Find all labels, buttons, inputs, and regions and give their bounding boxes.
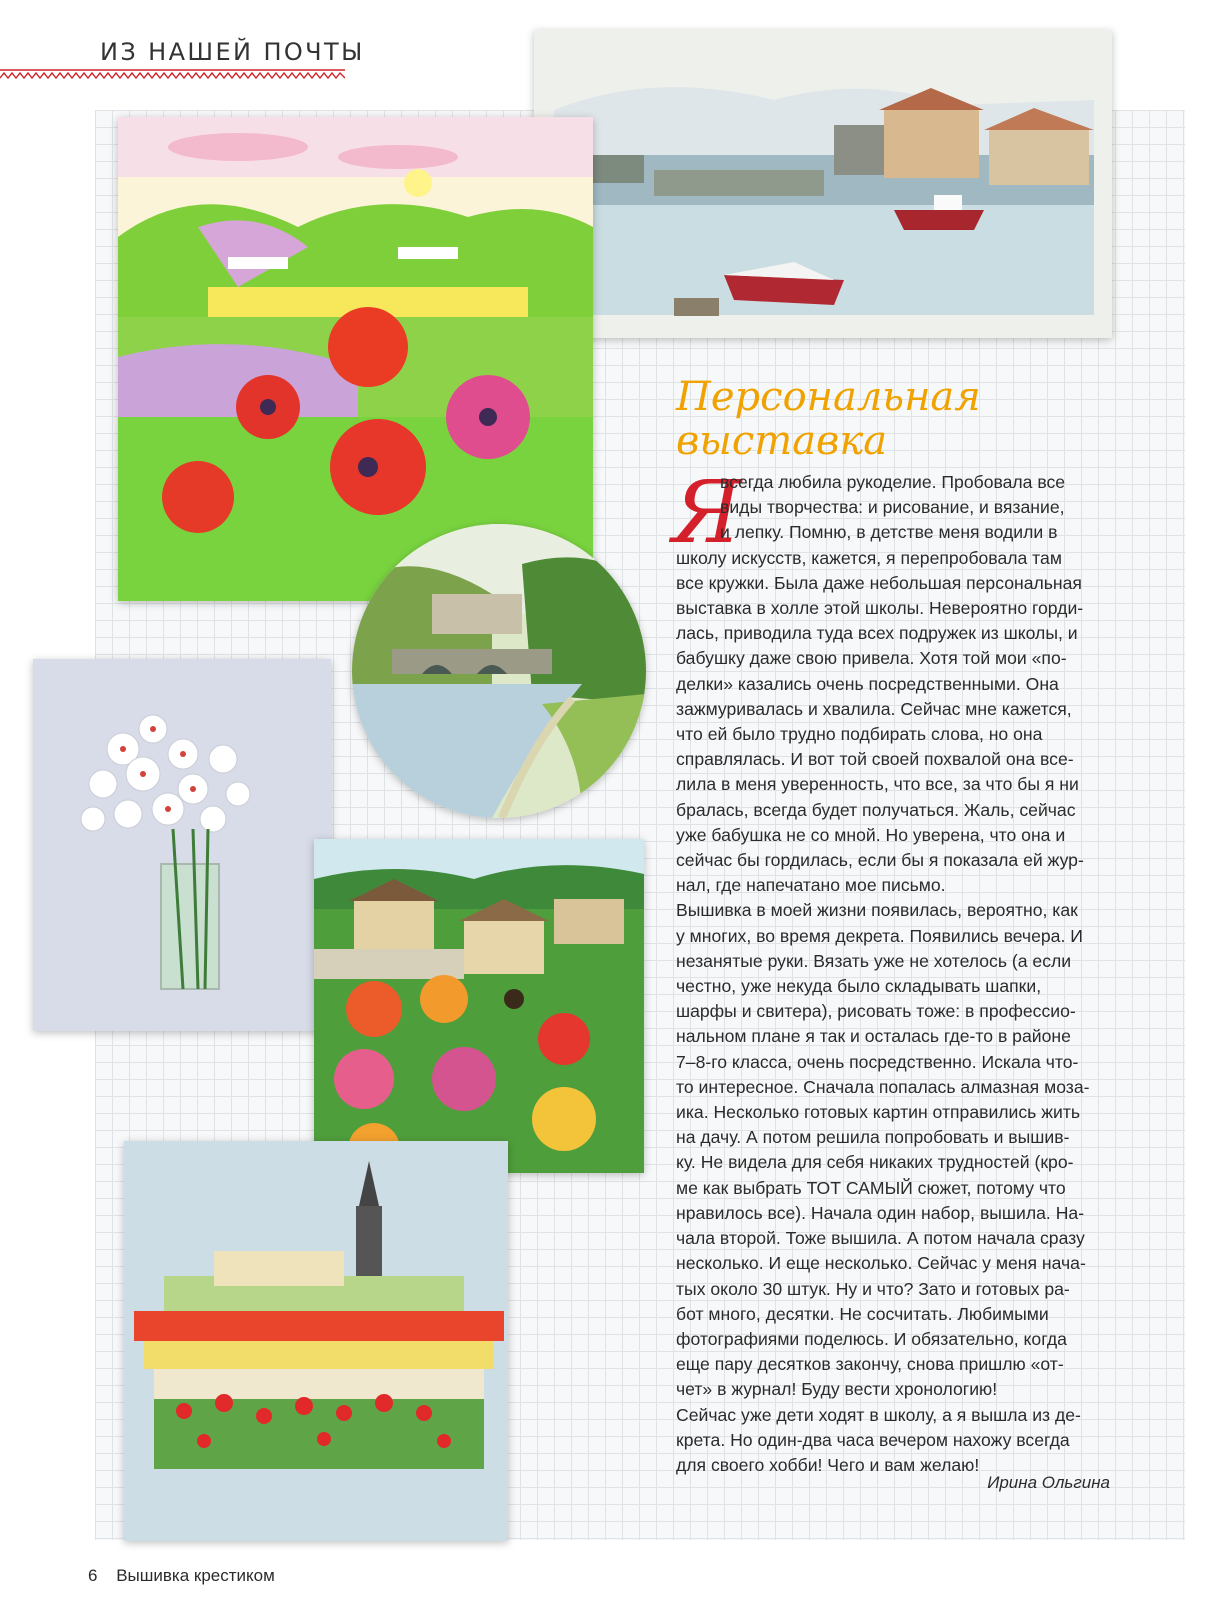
harbour-embroidery [534,30,1112,338]
text-line: всегда любила рукоделие. Пробовала все [720,472,1066,492]
text-line: что ей было трудно подбирать слова, но она [676,724,1043,745]
drop-cap: Я [672,463,742,563]
text-line: виды творчества: и рисование, и вязание, [720,497,1065,518]
decorative-zigzag-rule [0,66,345,88]
text-line: зажмуривалась и хвалила. Сейчас мне кажется, [676,698,1072,719]
text-line: лила в меня уверенность, что все, за что бы я ни [676,774,1079,795]
text-line: крета. Но один-два часа вечером нахожу всегда [676,1429,1070,1450]
text-line: Сейчас уже дети ходят в школу, а я вышла из де- [676,1404,1081,1425]
white-flowers-vase-embroidery [33,659,331,1031]
text-line: фотографиями поделюсь. И обязательно, когда [676,1328,1067,1349]
article-title: Персональная выставка [676,374,981,464]
text-line: честно, уже некуда было складывать шапки, [676,976,1042,997]
church-poppies-embroidery [124,1141,508,1541]
text-line: у многих, во время декрета. Появились вечера. И [676,925,1083,946]
text-line: то интересное. Сначала попалась алмазная моза- [676,1076,1090,1097]
text-line: еще пару десятков закончу, снова пришлю «от- [676,1354,1064,1375]
text-line: для своего хобби! Чего и вам желаю! [676,1454,980,1475]
text-line: незанятые руки. Вязать уже не хотелось (а если [676,950,1072,971]
text-line: бот много, десятки. Не сосчитать. Любимыми [676,1303,1049,1324]
text-line: Вышивка в моей жизни появилась, вероятно, как [676,900,1078,921]
text-line: лась, приводила туда всех подружек из школы, и [676,623,1078,644]
text-line: сейчас бы гордилась, если бы я показала ей жур- [676,850,1084,871]
text-line: школу искусств, кажется, я перепробовала там [676,547,1062,568]
vase-image-icon [33,659,331,1031]
text-line: нал, где напечатано мое письмо. [676,875,946,896]
text-line: на дачу. А потом решила попробовать и вышив- [676,1127,1070,1148]
text-line: чала второй. Тоже вышила. А потом начала сразу [676,1228,1085,1249]
page-footer [88,1566,275,1586]
text-line: выставка в холле этой школы. Невероятно горди- [676,598,1084,619]
text-line: бабушку даже свою привела. Хотя той мои «по- [676,648,1067,669]
text-line: уже бабушка не со мной. Но уверена, что она и [676,824,1066,845]
text-line: справлялась. И вот той своей похвалой она все- [676,749,1074,770]
text-line: нравилось все). Начала один набор, вышила. На- [676,1202,1085,1223]
text-line: тых около 30 штук. Ну и что? Зато и готовых ра- [676,1278,1070,1299]
page-number: 6 [88,1566,98,1585]
harbour-image-icon [534,30,1112,338]
church-image-icon [124,1141,508,1541]
text-line: ика. Несколько готовых картин отправились жить [676,1102,1081,1123]
river-image-icon [352,524,646,818]
text-line: делки» казались очень посредственными. Она [676,673,1059,694]
section-title: ИЗ НАШЕЙ ПОЧТЫ [100,38,365,66]
village-image-icon [314,839,644,1173]
river-bridge-embroidery [352,524,646,818]
text-line: бралась, всегда будет получаться. Жаль, сейчас [676,799,1076,820]
text-line: все кружки. Была даже небольшая персональная [676,572,1082,593]
text-line: чет» в журнал! Буду вести хронологию! [676,1379,998,1400]
text-line: нальном плане я так и осталась где-то в районе [676,1026,1071,1047]
author-signature: Ирина Ольгина [987,1473,1110,1492]
text-line: и лепку. Помню, в детстве меня водили в [720,522,1058,543]
text-line: ку. Не видела для себя никаких трудностей (кро- [676,1152,1074,1173]
village-flowers-embroidery [314,839,644,1173]
text-line: 7–8-го класса, очень посредственно. Искала что- [676,1051,1079,1072]
magazine-name: Вышивка крестиком [116,1566,275,1585]
text-line: шарфы и свитера), рисовать тоже: в профессио- [676,1001,1076,1022]
text-line: несколько. И еще несколько. Сейчас у меня нача- [676,1253,1086,1274]
text-line: ме как выбрать ТОТ САМЫЙ сюжет, потому что [676,1177,1066,1198]
article-body [676,470,1114,1478]
